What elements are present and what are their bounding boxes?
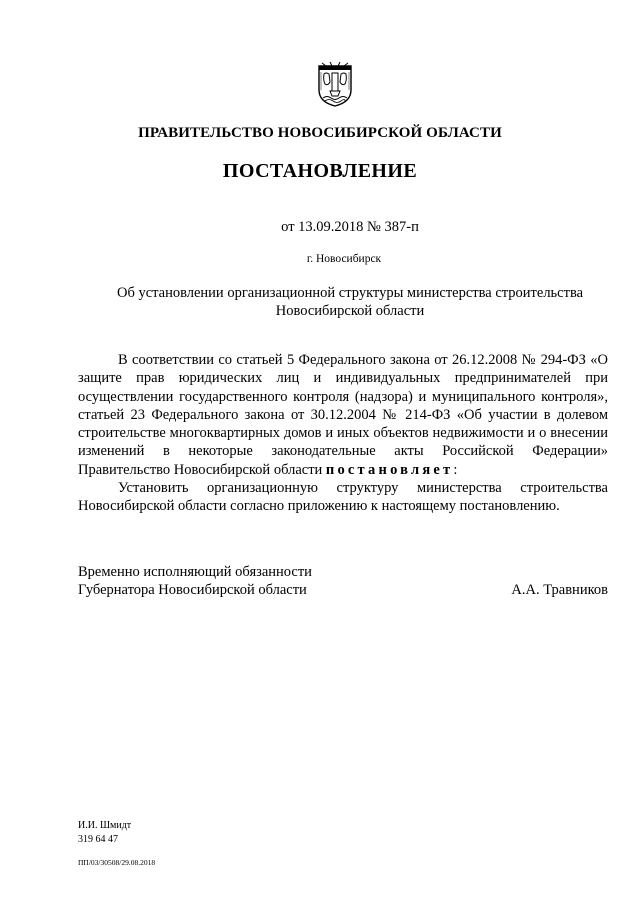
document-body xyxy=(78,351,608,516)
signature-block xyxy=(78,563,608,599)
coat-of-arms-icon xyxy=(316,60,354,108)
subject-line-1: Об установлении организационной структуры министерства строительства xyxy=(116,285,584,301)
document-type: ПОСТАНОВЛЕНИЕ xyxy=(222,160,418,182)
executor-name: И.И. Шмидт xyxy=(78,820,132,831)
signature-row xyxy=(78,581,608,599)
decree-word: постановляет xyxy=(325,461,454,478)
organization-title: ПРАВИТЕЛЬСТВО НОВОСИБИРСКОЙ ОБЛАСТИ xyxy=(138,125,502,141)
signatory-name: А.А. Травников xyxy=(511,582,608,598)
body-paragraph-1-text: В соответствии со статьей 5 Федерального закона от 26.12.2008 № 294-ФЗ «О защите прав юридических лиц и индивидуальных предпринимателей при осуществлении государственного контроля (надзора) и муниципального контроля», статьей 23 Федерального закона от 30.12.2004 № 214-ФЗ «Об участии в долевом строительстве многоквартирных домов и иных объектов недвижимости и о внесении изменений в некоторые законодательные акты Российской Федерации» Правительство Новосибирской области xyxy=(78,352,608,478)
executor-phone: 319 64 47 xyxy=(78,834,118,845)
coat-of-arms-icon-graphic xyxy=(316,60,354,108)
document-date-number: от 13.09.2018 № 387-п xyxy=(281,219,419,235)
body-paragraph-2: Установить организационную структуру министерства строительства Новосибирской области согласно приложению к настоящему постановлению. xyxy=(78,480,608,515)
signature-position-line-2: Губернатора Новосибирской области xyxy=(78,582,307,598)
body-paragraph-1 xyxy=(78,351,608,479)
decree-colon: : xyxy=(453,461,458,478)
signature-position-line-1: Временно исполняющий обязанности xyxy=(78,564,312,580)
footer-document-code: ПП/03/30508/29.08.2018 xyxy=(78,858,156,867)
executor-block xyxy=(78,819,131,847)
document-subject xyxy=(80,284,620,320)
subject-line-2: Новосибирской области xyxy=(275,303,425,319)
document-city: г. Новосибирск xyxy=(306,253,382,265)
